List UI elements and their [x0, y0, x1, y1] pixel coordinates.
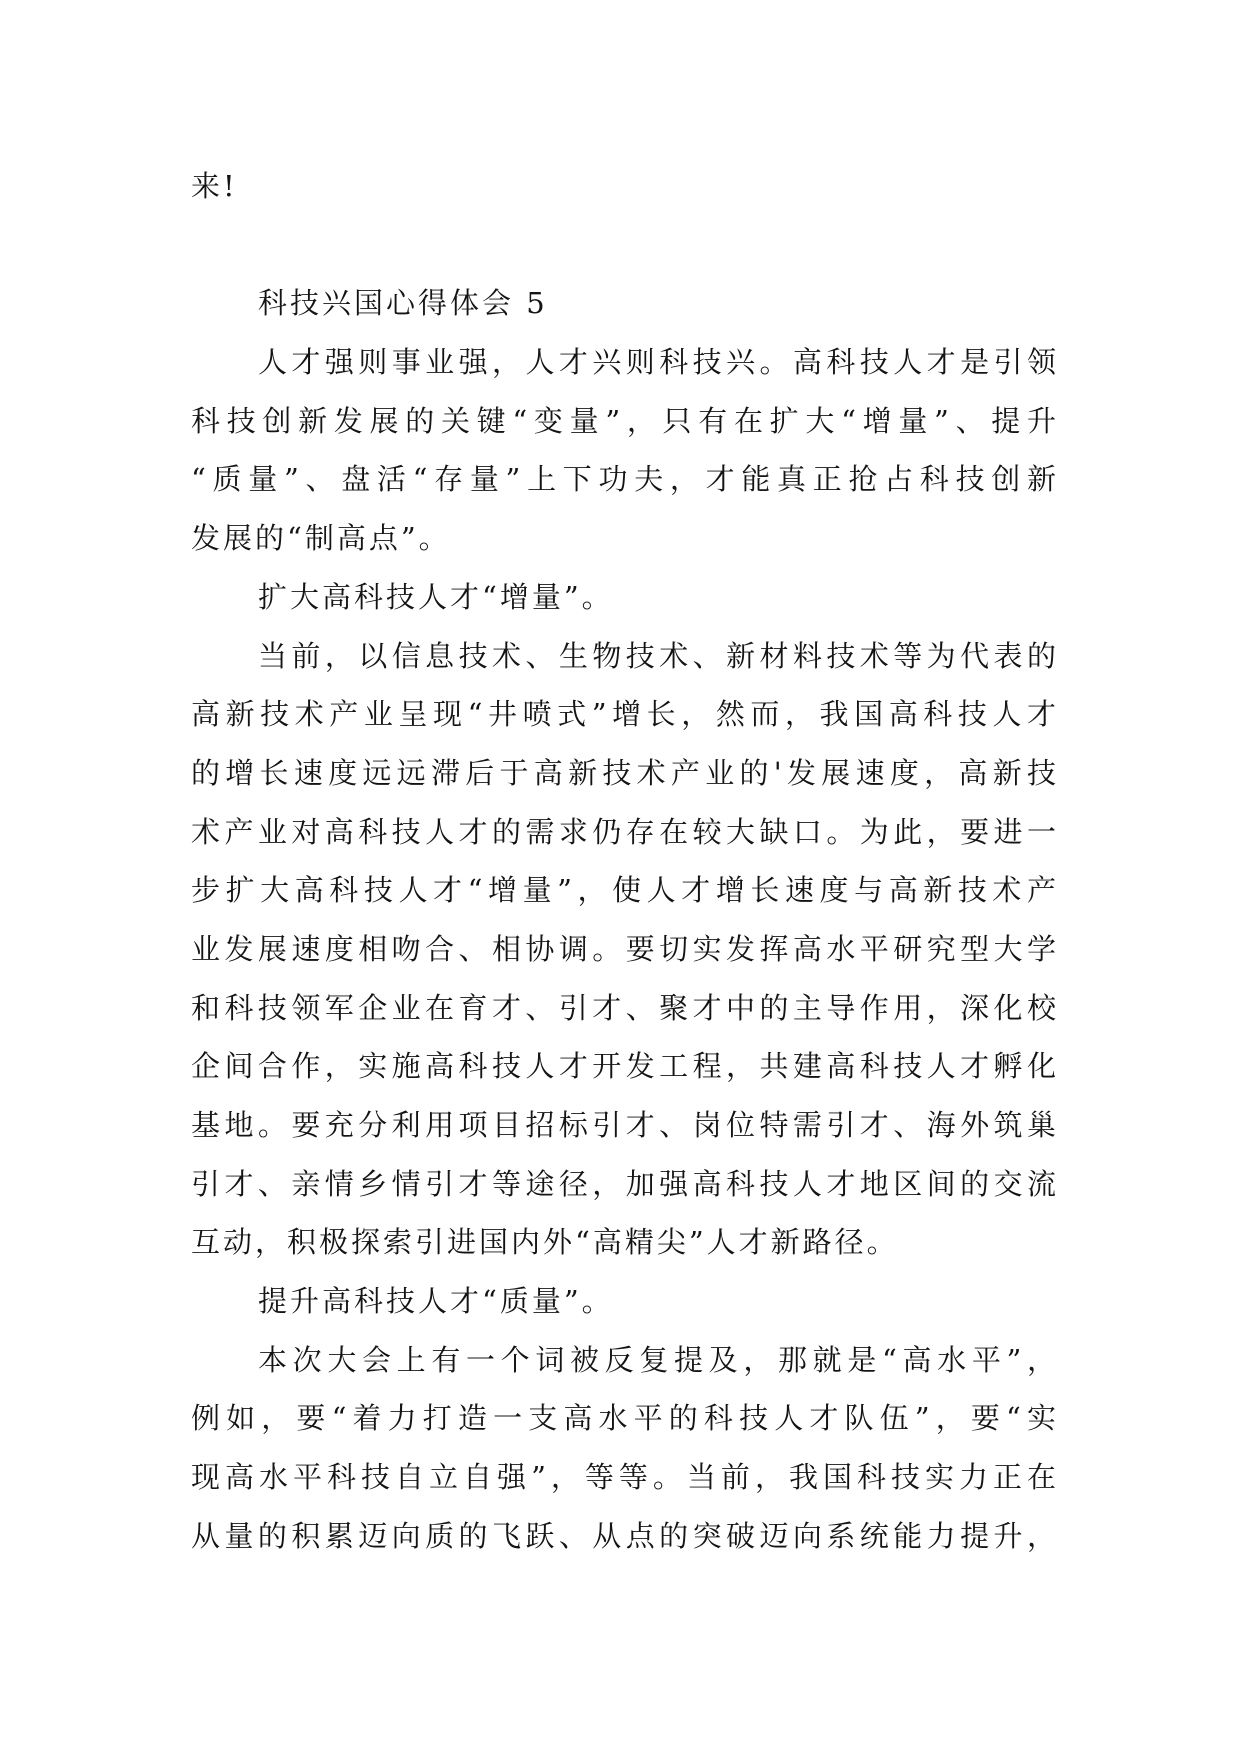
paragraph: [191, 627, 1059, 1273]
paragraph-line: 互动，积极探索引进国内外“高精尖”人才新路径。: [191, 1225, 899, 1260]
paragraph: [191, 568, 1059, 627]
continuation-line: 来!: [191, 169, 238, 203]
paragraph-line: 术产业对高科技人才的需求仍存在较大缺口。为此，要进一: [191, 814, 1059, 849]
paragraph-line: 步扩大高科技人才“增量”，使人才增长速度与高新技术产: [191, 873, 1059, 908]
paragraph-line: 的增长速度远远滞后于高新技术产业的'发展速度，高新技: [191, 755, 1059, 790]
section-title: 科技兴国心得体会 5: [258, 286, 548, 321]
paragraph-line: 提升高科技人才“质量”。: [258, 1284, 614, 1319]
blank-line: [191, 216, 1059, 275]
paragraph-line: 例如，要“着力打造一支高水平的科技人才队伍”，要“实: [191, 1401, 1059, 1436]
paragraph-line: 从量的积累迈向质的飞跃、从点的突破迈向系统能力提升，: [191, 1518, 1059, 1553]
paragraph-line: 企间合作，实施高科技人才开发工程，共建高科技人才孵化: [191, 1049, 1059, 1084]
paragraph-line: 本次大会上有一个词被反复提及，那就是“高水平”，: [258, 1342, 1059, 1377]
document-body: [191, 157, 1059, 1566]
paragraph-line: “质量”、盘活“存量”上下功夫，才能真正抢占科技创新: [191, 462, 1059, 497]
paragraph: [191, 333, 1059, 568]
paragraph-line: 现高水平科技自立自强”，等等。当前，我国科技实力正在: [191, 1460, 1059, 1495]
paragraph: [191, 1331, 1059, 1566]
paragraph-line: 发展的“制高点”。: [191, 521, 451, 556]
paragraph-line: 扩大高科技人才“增量”。: [258, 579, 614, 614]
paragraph-line: 当前，以信息技术、生物技术、新材料技术等为代表的: [258, 638, 1059, 673]
paragraph-line: 高新技术产业呈现“井喷式”增长，然而，我国高科技人才: [191, 697, 1059, 732]
paragraph: [191, 1272, 1059, 1331]
paragraph-line: 基地。要充分利用项目招标引才、岗位特需引才、海外筑巢: [191, 1108, 1059, 1142]
paragraph-line: 人才强则事业强，人才兴则科技兴。高科技人才是引领: [258, 345, 1059, 380]
paragraph-line: 业发展速度相吻合、相协调。要切实发挥高水平研究型大学: [191, 931, 1059, 966]
paragraph-line: 和科技领军企业在育才、引才、聚才中的主导作用，深化校: [191, 990, 1059, 1025]
paragraph-line: 科技创新发展的关键“变量”，只有在扩大“增量”、提升: [191, 403, 1059, 438]
paragraph-line: 引才、亲情乡情引才等途径，加强高科技人才地区间的交流: [191, 1166, 1059, 1201]
